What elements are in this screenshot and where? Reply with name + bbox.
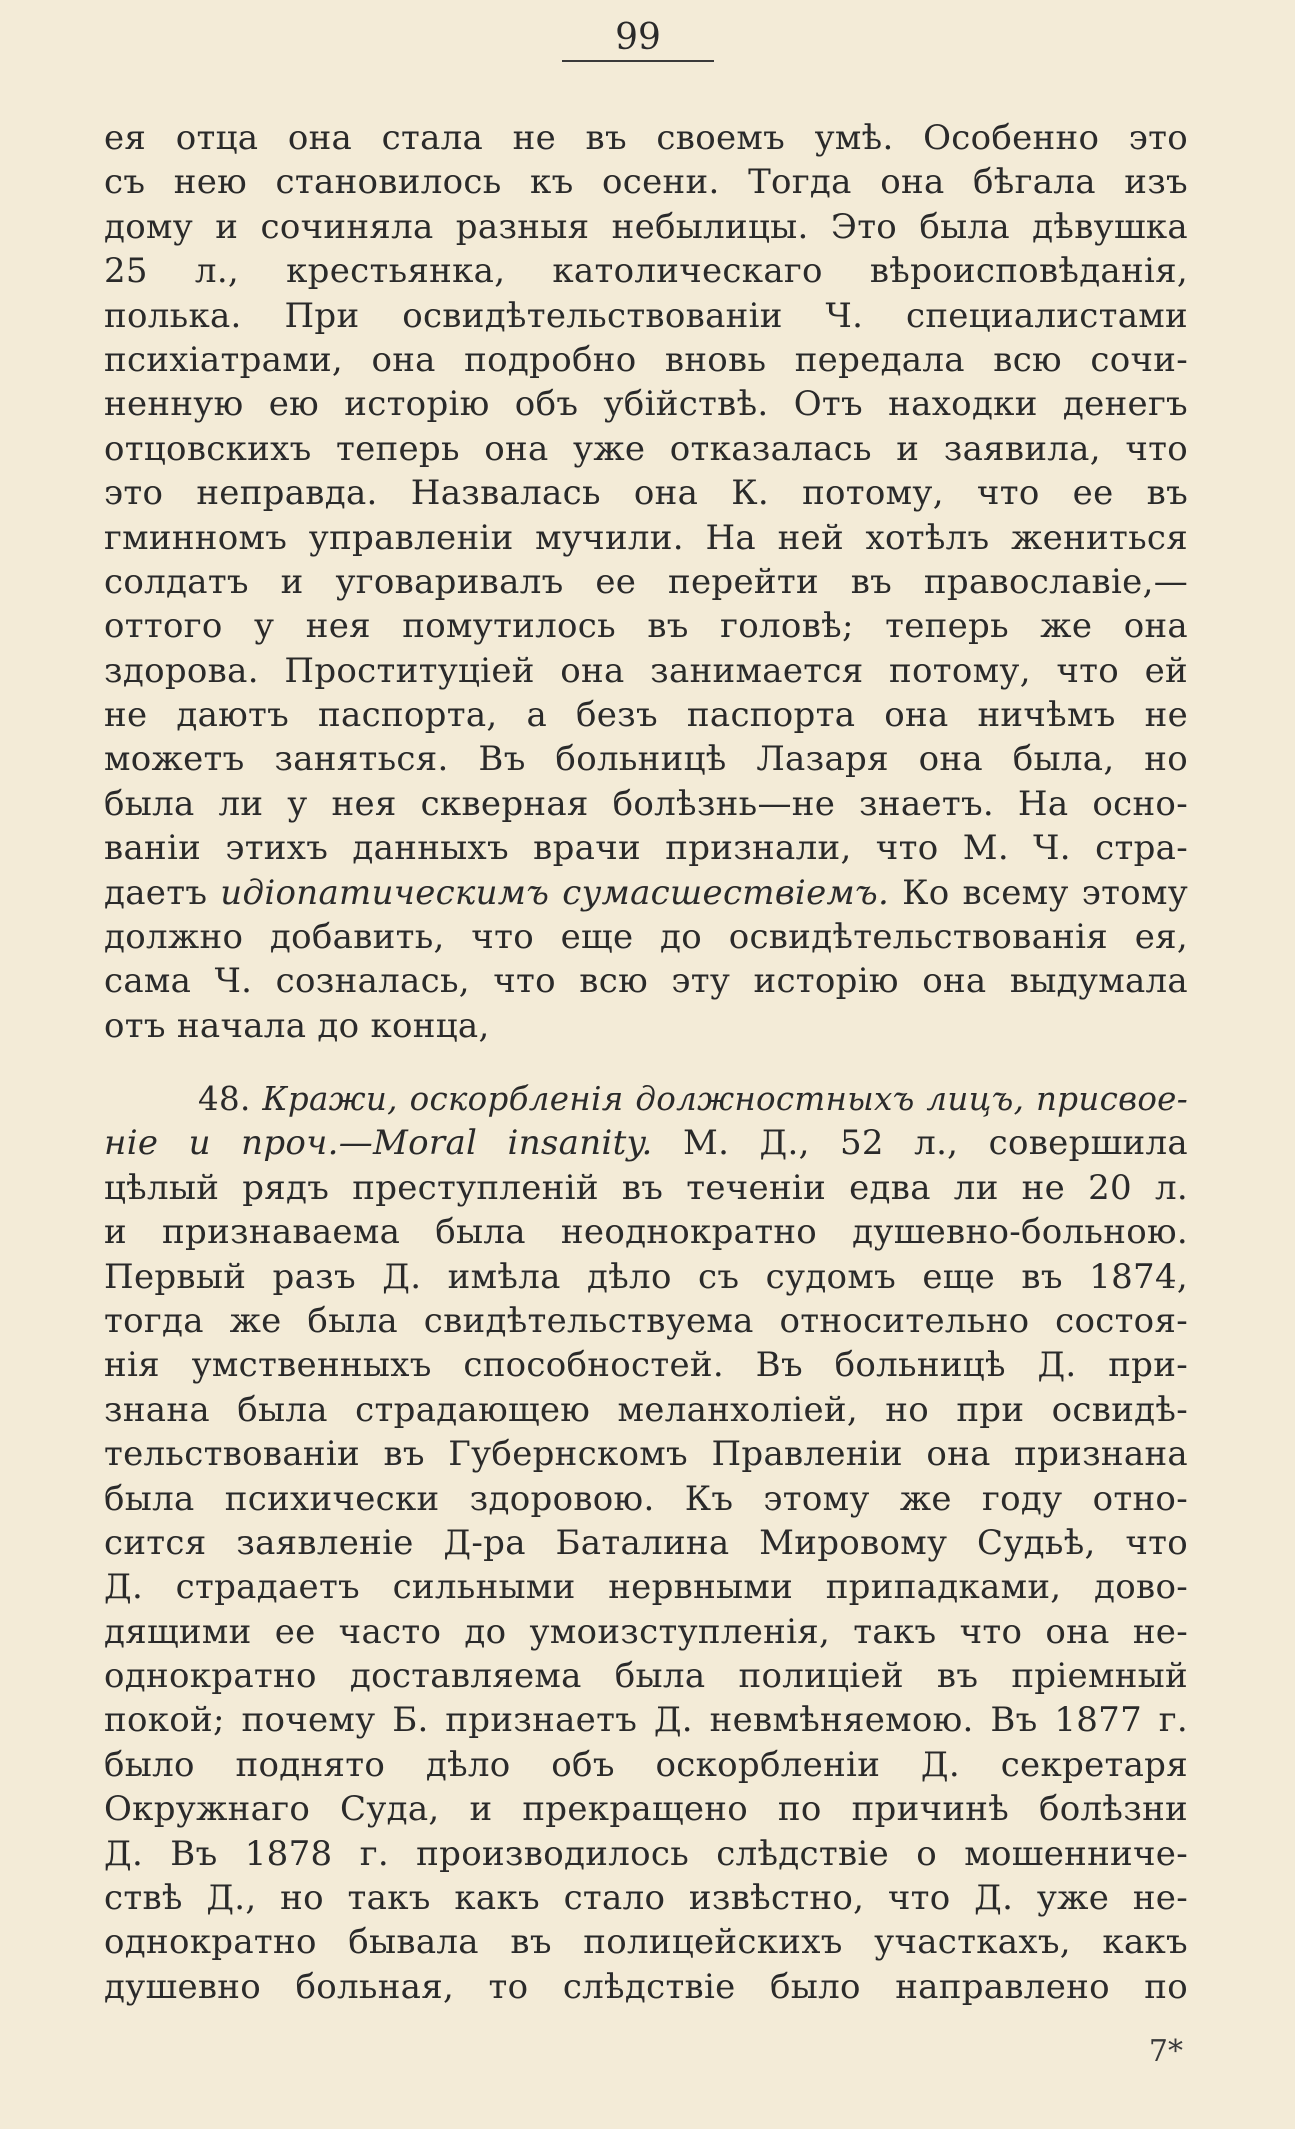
text-line: отъ начала до конца, (104, 1005, 490, 1046)
text-line: знана была страдающею меланхоліей, но при освидѣ- (104, 1389, 1188, 1430)
text-line: психіатрами, она подробно вновь передала всю сочи- (104, 339, 1188, 380)
text-line: сится заявленіе Д-ра Баталина Мировому Судьѣ, что (104, 1522, 1188, 1563)
page-number-rule (562, 60, 714, 62)
signature-mark: 7* (1148, 2034, 1183, 2069)
section-heading-line (104, 1121, 1188, 1165)
paragraph-2 (104, 1077, 1188, 2009)
text-line: должно добавить, что еще до освидѣтельствованія ея, (104, 917, 1188, 958)
text-line: не даютъ паспорта, а безъ паспорта она ничѣмъ не (104, 695, 1188, 736)
text-line: ненную ею исторію объ убійствѣ. Отъ находки денегъ (104, 384, 1188, 425)
text-line: ея отца она стала не въ своемъ умѣ. Особенно это (104, 118, 1188, 158)
text-line: Окружнаго Суда, и прекращено по причинѣ болѣзни (104, 1789, 1188, 1830)
text-segment: М. Д., 52 л., совершила (652, 1123, 1188, 1164)
text-line: 25 л., крестьянка, католическаго вѣроисповѣданія, (104, 251, 1188, 292)
text-line: солдатъ и уговаривалъ ее перейти въ православіе,— (104, 561, 1188, 602)
text-line: ствѣ Д., но такъ какъ стало извѣстно, что Д. уже не- (104, 1878, 1188, 1919)
text-line: ваніи этихъ данныхъ врачи признали, что М. Ч. стра- (104, 828, 1188, 869)
text-line: дому и сочиняла разныя небылицы. Это была дѣвушка (104, 206, 1188, 247)
text-line: гминномъ управленіи мучили. На ней хотѣлъ жениться (104, 517, 1188, 558)
text-line-with-diagnosis (104, 871, 1188, 915)
text-line: цѣлый рядъ преступленій въ теченіи едва ли не 20 л. (104, 1167, 1188, 1208)
text-line: это неправда. Назвалась она К. потому, что ее въ (104, 473, 1188, 514)
text-line: тельствованіи въ Губернскомъ Правленіи она признана (104, 1434, 1188, 1475)
diagnosis-italic: идіопатическимъ сумасшествіемъ. (220, 872, 890, 913)
text-line: была психически здоровою. Къ этому же году отно- (104, 1478, 1188, 1519)
text-line: покой; почему Б. признаетъ Д. невмѣняемою. Въ 1877 г. (104, 1700, 1188, 1741)
text-line: отцовскихъ теперь она уже отказалась и заявила, что (104, 428, 1188, 469)
text-line: Первый разъ Д. имѣла дѣло съ судомъ еще въ 1874, (104, 1256, 1188, 1297)
page-number: 99 (615, 17, 661, 58)
text-line: оттого у нея помутилось въ головѣ; теперь же она (104, 606, 1188, 647)
text-line: душевно больная, то слѣдствіе было направлено по (104, 1966, 1188, 2007)
text-segment: Ко всему этому (889, 872, 1189, 913)
text-line: Д. Въ 1878 г. производилось слѣдствіе о мошенниче- (104, 1833, 1188, 1874)
paragraph-1 (104, 116, 1188, 1048)
text-line: была ли у нея скверная болѣзнь—не знаетъ. На осно- (104, 783, 1188, 824)
text-line: было поднято дѣло объ оскорбленіи Д. секретаря (104, 1744, 1188, 1785)
text-line: полька. При освидѣтельствованіи Ч. специалистами (104, 295, 1188, 336)
text-line: дящими ее часто до умоизступленія, такъ что она не- (104, 1611, 1188, 1652)
section-number: 48. (198, 1080, 263, 1118)
section-title-italic: Кражи, оскорбленія должностныхъ лицъ, присвое- (262, 1080, 1189, 1118)
text-line: однократно доставляема была полиціей въ пріемный (104, 1656, 1188, 1697)
text-line: однократно бывала въ полицейскихъ участкахъ, какъ (104, 1922, 1188, 1963)
text-line: здорова. Проституціей она занимается потому, что ей (104, 650, 1188, 691)
text-line: нія умственныхъ способностей. Въ больницѣ Д. при- (104, 1345, 1188, 1386)
text-segment: даетъ (104, 872, 221, 913)
text-line: можетъ заняться. Въ больницѣ Лазаря она была, но (104, 739, 1188, 780)
section-title-italic: ніе и проч.—Moral insanity. (104, 1123, 653, 1164)
text-line: съ нею становилось къ осени. Тогда она бѣгала изъ (104, 162, 1188, 203)
section-heading-line (104, 1077, 1188, 1121)
text-line: тогда же была свидѣтельствуема относительно состоя- (104, 1300, 1188, 1341)
text-line: Д. страдаетъ сильными нервными припадками, дово- (104, 1567, 1188, 1608)
text-line: и признаваема была неоднократно душевно-больною. (104, 1212, 1188, 1253)
text-line: сама Ч. созналась, что всю эту исторію она выдумала (104, 961, 1188, 1002)
